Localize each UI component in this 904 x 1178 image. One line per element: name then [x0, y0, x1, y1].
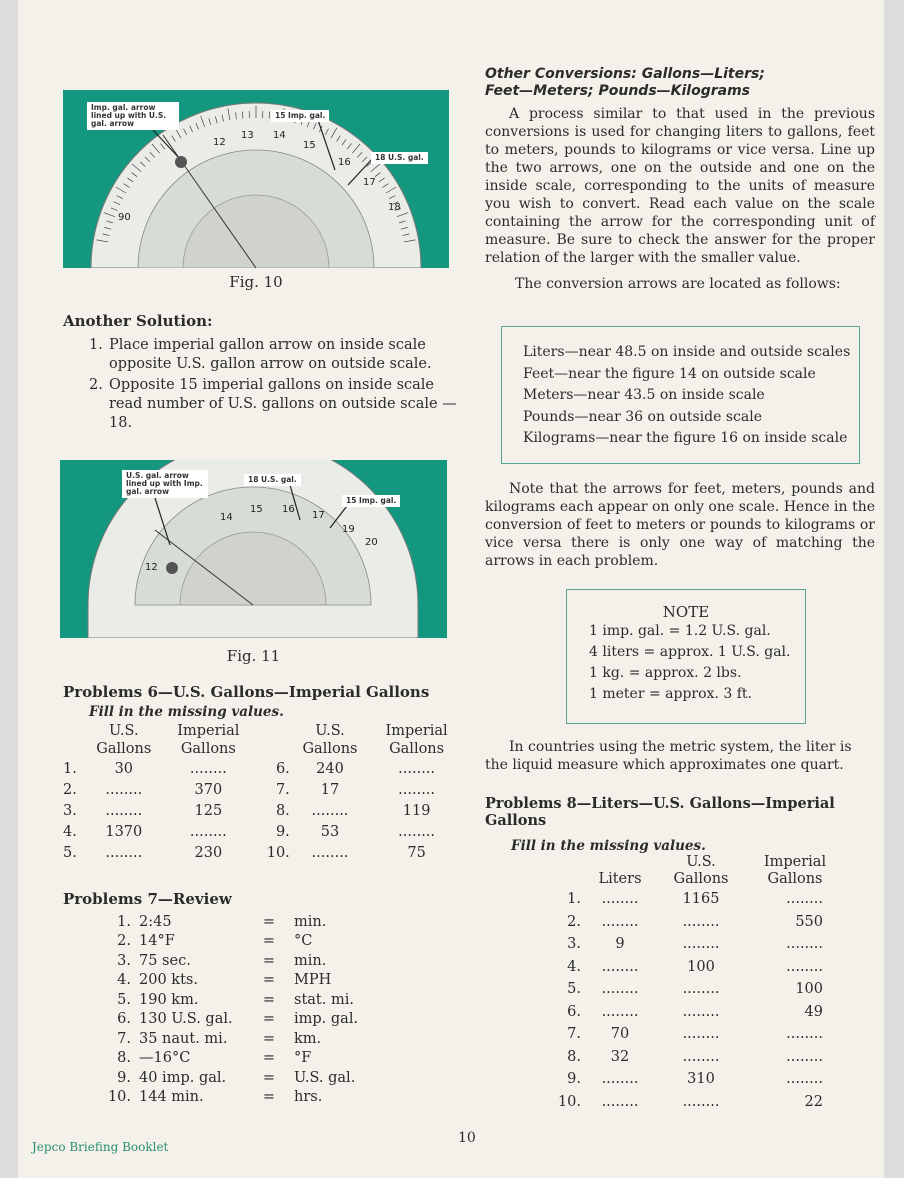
table-row: [551, 1068, 841, 1091]
svg-text:16: 16: [338, 157, 351, 168]
fig10-callout-3: 18 U.S. gal.: [371, 152, 428, 164]
table-row: [551, 978, 841, 1001]
arrow-location-item: Meters—near 43.5 on inside scale: [523, 387, 765, 403]
step-number: 2.: [89, 377, 103, 393]
equals-sign: =: [262, 1011, 276, 1028]
problems-6-table: [63, 722, 463, 863]
cell: 70: [610, 1026, 630, 1043]
problems-8-title: Problems 8—Liters—U.S. Gallons—Imperial Gallons: [485, 795, 835, 829]
cell: ........: [682, 1003, 720, 1020]
row-number: 10.: [557, 1093, 581, 1110]
row-number: 2.: [117, 933, 131, 950]
cell: ........: [601, 981, 639, 998]
cell: imp. gal.: [294, 1011, 359, 1028]
column-header: U.S. Gallons: [673, 854, 729, 887]
row-number: 6.: [117, 1011, 131, 1028]
fig11-callout-1: U.S. gal. arrow lined up with Imp. gal. arrow: [122, 470, 208, 498]
row-number: 7.: [567, 1026, 581, 1043]
cell: ........: [189, 760, 227, 777]
cell: 75: [407, 844, 426, 861]
solution-step: [89, 336, 458, 374]
cell: ........: [601, 1071, 639, 1088]
row-number: 1.: [63, 760, 77, 777]
equals-sign: =: [262, 972, 276, 989]
cell: MPH: [294, 972, 332, 989]
equals-sign: =: [262, 913, 276, 930]
cell: 119: [402, 802, 431, 819]
fig10-callout-1: Imp. gal. arrow lined up with U.S. gal. arrow: [87, 102, 179, 130]
problems-7-section: [63, 890, 463, 1107]
cell: ........: [398, 760, 436, 777]
cell: 30: [114, 760, 134, 777]
table-header-row: [551, 854, 841, 888]
cell: 190 km.: [139, 991, 199, 1008]
table-row: [63, 779, 463, 800]
cell: 14°F: [139, 933, 175, 950]
table-row: [101, 1029, 374, 1049]
row-number: 10.: [266, 844, 290, 861]
row-number: 6.: [275, 760, 290, 777]
step-number: 1.: [89, 337, 103, 353]
cell: 100: [687, 958, 715, 975]
svg-text:18: 18: [388, 202, 401, 213]
another-solution-title: Another Solution:: [63, 312, 213, 330]
table-row: [551, 1091, 841, 1114]
row-number: 3.: [63, 802, 77, 819]
row-number: 7.: [117, 1030, 131, 1047]
row-number: 3.: [117, 952, 131, 969]
step-text: Opposite 15 imperial gallons on inside scale read number of U.S. gallons on outside scale — 18.: [109, 377, 457, 431]
problems-8-section: [485, 795, 875, 1113]
figure-11-caption: Fig. 11: [226, 647, 281, 665]
cell: 125: [194, 802, 223, 819]
cell: 144 min.: [139, 1089, 204, 1106]
row-number: 8.: [275, 802, 290, 819]
arrow-location-item: Kilograms—near the figure 16 on inside scale: [523, 430, 848, 446]
table-row: [551, 933, 841, 956]
cell: ........: [311, 844, 349, 861]
cell: 100: [795, 981, 823, 998]
problems-7-title: Problems 7—Review: [63, 890, 232, 908]
fig10-callout-2: 15 Imp. gal.: [271, 110, 329, 122]
cell: 40 imp. gal.: [139, 1069, 227, 1086]
cell: ........: [601, 891, 639, 908]
cell: ........: [786, 1048, 823, 1065]
column-header: Imperial Gallons: [385, 723, 448, 757]
svg-text:13: 13: [241, 130, 254, 141]
page: [18, 0, 884, 1178]
conversion-paragraph-2: The conversion arrows are located as follows:: [515, 276, 841, 292]
row-number: 2.: [63, 781, 77, 798]
note-line: 4 liters = approx. 1 U.S. gal.: [589, 644, 791, 660]
cell: 230: [194, 844, 223, 861]
cell: U.S. gal.: [294, 1069, 356, 1086]
arrow-location-item: Pounds—near 36 on outside scale: [523, 408, 762, 425]
svg-text:14: 14: [273, 130, 286, 141]
cell: 1370: [105, 823, 143, 840]
footer-booklet-name: Jepco Briefing Booklet: [32, 1140, 169, 1154]
row-number: 9.: [275, 823, 290, 840]
cell: 22: [804, 1093, 823, 1110]
cell: min.: [294, 952, 327, 969]
cell: ........: [398, 781, 436, 798]
cell: ........: [601, 913, 639, 930]
note-box: [566, 589, 806, 724]
problems-8-instruction: Fill in the missing values.: [511, 838, 706, 854]
fig11-callout-3: 15 Imp. gal.: [342, 495, 400, 507]
table-row: [551, 956, 841, 979]
equals-sign: =: [262, 1050, 276, 1067]
cell: 550: [795, 913, 823, 930]
table-row: [551, 888, 841, 911]
table-row: [551, 1001, 841, 1024]
table-row: [101, 971, 374, 991]
conversion-paragraph-3: Note that the arrows for feet, meters, pounds and kilograms each appear on only one scale. Hence in the conversion of feet to meters or pounds to kilograms or vice versa there is only one way of matching the arrows in each problem.: [485, 481, 875, 569]
cell: stat. mi.: [294, 991, 354, 1008]
cell: 1165: [682, 891, 720, 908]
cell: 17: [320, 781, 340, 798]
cell: km.: [294, 1030, 322, 1047]
cell: ........: [105, 802, 143, 819]
cell: ........: [682, 936, 720, 953]
row-number: 9.: [567, 1071, 581, 1088]
table-row: [101, 1049, 374, 1069]
cell: 9: [615, 936, 625, 953]
cell: 2:45: [139, 913, 172, 930]
equals-sign: =: [262, 1030, 276, 1047]
svg-text:16: 16: [282, 504, 295, 515]
note-line: 1 kg. = approx. 2 lbs.: [589, 665, 742, 681]
row-number: 8.: [567, 1048, 581, 1065]
table-row: [101, 1010, 374, 1030]
cell: ........: [311, 802, 349, 819]
cell: 53: [320, 823, 340, 840]
column-header: U.S. Gallons: [302, 723, 358, 757]
cell: ........: [786, 1026, 823, 1043]
row-number: 1.: [567, 891, 581, 908]
table-row: [101, 951, 374, 971]
equals-sign: =: [262, 952, 276, 969]
figure-10-computer-image: [63, 90, 449, 268]
note-line: 1 meter = approx. 3 ft.: [589, 686, 752, 702]
cell: 49: [804, 1003, 823, 1020]
cell: 35 naut. mi.: [139, 1030, 228, 1047]
problems-8-table: [551, 854, 841, 1113]
table-row: [63, 758, 463, 779]
other-conversions-title-line-1: Other Conversions: Gallons—Liters;: [485, 66, 765, 82]
row-number: 10.: [107, 1089, 131, 1106]
column-header: Imperial Gallons: [177, 723, 240, 757]
figure-11-computer-image: [60, 460, 447, 638]
conversion-arrows-box: [501, 326, 860, 464]
cell: ........: [786, 1071, 823, 1088]
step-text: Place imperial gallon arrow on inside scale opposite U.S. gallon arrow on outside scale.: [109, 337, 432, 372]
cell: ........: [601, 1003, 639, 1020]
table-row: [63, 800, 463, 821]
cell: hrs.: [294, 1089, 323, 1106]
cell: 240: [316, 760, 344, 777]
cell: 75 sec.: [139, 952, 191, 969]
slide-rule-illustration: [60, 460, 447, 638]
other-conversions-section: [485, 66, 875, 293]
row-number: 4.: [117, 972, 131, 989]
problems-6-instruction: Fill in the missing values.: [89, 704, 284, 720]
cell: 130 U.S. gal.: [139, 1011, 233, 1028]
cell: °C: [294, 933, 313, 950]
row-number: 9.: [117, 1069, 131, 1086]
table-header-row: [63, 722, 463, 758]
cell: ........: [786, 891, 823, 908]
fig11-callout-2: 18 U.S. gal.: [244, 474, 301, 486]
cell: ........: [682, 981, 720, 998]
table-row: [551, 911, 841, 934]
cell: ........: [786, 958, 823, 975]
svg-text:14: 14: [220, 512, 233, 523]
problems-6-section: [63, 683, 463, 863]
cell: ........: [786, 936, 823, 953]
svg-text:15: 15: [303, 140, 316, 151]
cell: ........: [682, 1048, 720, 1065]
note-title: NOTE: [662, 603, 710, 621]
cell: 370: [194, 781, 223, 798]
row-number: 6.: [567, 1003, 581, 1020]
table-row: [101, 1068, 374, 1088]
cell: ........: [398, 823, 436, 840]
table-row: [63, 821, 463, 842]
equals-sign: =: [262, 1069, 276, 1086]
table-row: [101, 990, 374, 1010]
cell: ........: [601, 958, 639, 975]
table-row: [101, 1088, 374, 1108]
row-number: 2.: [567, 913, 581, 930]
cell: ........: [189, 823, 227, 840]
cell: —16°C: [139, 1050, 191, 1067]
table-row: [101, 912, 374, 932]
cell: ........: [105, 844, 143, 861]
cell: ........: [601, 1093, 639, 1110]
column-header: U.S. Gallons: [96, 723, 152, 757]
problems-7-table: [101, 912, 374, 1107]
page-number: 10: [458, 1130, 476, 1146]
arrow-location-item: Feet—near the figure 14 on outside scale: [523, 365, 816, 382]
column-header: Liters: [598, 871, 642, 887]
equals-sign: =: [262, 1089, 276, 1106]
equals-sign: =: [262, 933, 276, 950]
cell: min.: [294, 913, 327, 930]
svg-text:15: 15: [250, 504, 263, 515]
column-header: Imperial Gallons: [763, 854, 827, 887]
arrow-location-item: Liters—near 48.5 on inside and outside scales: [523, 344, 851, 360]
cell: ........: [682, 913, 720, 930]
svg-text:20: 20: [365, 537, 378, 548]
solution-step: [89, 376, 458, 433]
equals-sign: =: [262, 991, 276, 1008]
metric-paragraph: In countries using the metric system, the liter is the liquid measure which approximates one quart.: [485, 739, 852, 773]
row-number: 1.: [117, 913, 131, 930]
figure-10-caption: Fig. 10: [229, 273, 283, 291]
cell: ........: [682, 1026, 720, 1043]
row-number: 4.: [567, 958, 581, 975]
problems-6-title: Problems 6—U.S. Gallons—Imperial Gallons: [63, 683, 430, 701]
svg-text:12: 12: [145, 562, 158, 573]
row-number: 3.: [567, 936, 581, 953]
row-number: 4.: [63, 823, 77, 840]
svg-text:12: 12: [213, 137, 226, 148]
another-solution-section: [63, 312, 458, 433]
cell: 200 kts.: [139, 972, 198, 989]
other-conversions-title-line-2: Feet—Meters; Pounds—Kilograms: [485, 83, 751, 99]
table-row: [101, 932, 374, 952]
cell: 32: [610, 1048, 630, 1065]
svg-text:19: 19: [342, 524, 355, 535]
row-number: 5.: [567, 981, 581, 998]
cell: ........: [105, 781, 143, 798]
cell: °F: [294, 1050, 312, 1067]
svg-text:17: 17: [363, 177, 376, 188]
row-number: 7.: [275, 781, 290, 798]
table-row: [63, 842, 463, 863]
row-number: 8.: [117, 1050, 131, 1067]
cell: ........: [682, 1093, 720, 1110]
table-row: [551, 1046, 841, 1069]
row-number: 5.: [117, 991, 131, 1008]
svg-text:90: 90: [118, 212, 131, 223]
svg-text:17: 17: [312, 510, 325, 521]
note-line: 1 imp. gal. = 1.2 U.S. gal.: [589, 623, 771, 639]
row-number: 5.: [63, 844, 77, 861]
conversion-paragraph-1: A process similar to that used in the previous conversions is used for changing liters to gallons, feet to meters, pounds to kilograms or vice versa. Line up the two arrows, one on the outside and one on the inside scale, corresponding to the units of measure you wish to convert. Read each value on the scale containing the arrow for the corresponding unit of measure. Be sure to check the answer for the proper relation of the larger with the smaller value.: [485, 106, 875, 266]
table-row: [551, 1023, 841, 1046]
cell: 310: [687, 1071, 715, 1088]
